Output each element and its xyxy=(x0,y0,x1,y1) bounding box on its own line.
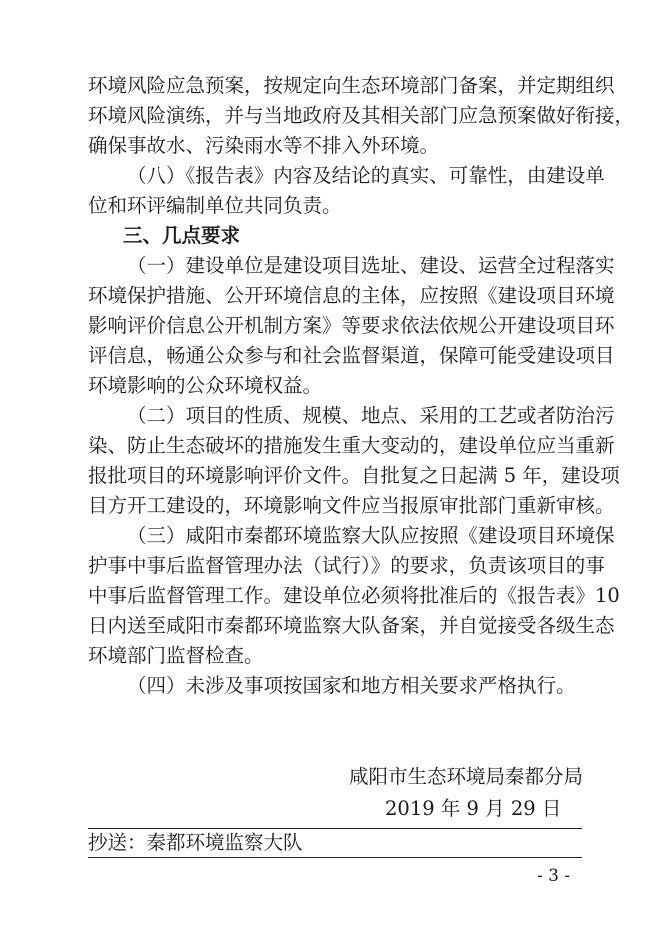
text-line: 确保事故水、污染雨水等不排入外环境。 xyxy=(88,134,440,157)
divider xyxy=(88,857,582,858)
text-line: 环境风险应急预案，按规定向生态环境部门备案，并定期组织 xyxy=(88,74,615,97)
text-line: 影响评价信息公开机制方案》等要求依法依规公开建设项目环 xyxy=(88,314,615,337)
text-line: （一）建设单位是建设项目选址、建设、运营全过程落实 xyxy=(127,254,615,277)
issuer-signature: 咸阳市生态环境局秦都分局 xyxy=(349,765,584,788)
text-line: 评信息，畅通公众参与和社会监督渠道，保障可能受建设项目 xyxy=(88,344,615,367)
text-line: 环境保护措施、公开环境信息的主体，应按照《建设项目环境 xyxy=(88,284,615,307)
text-line: （八）《报告表》内容及结论的真实、可靠性，由建设单 xyxy=(127,164,605,187)
text-line: 环境影响的公众环境权益。 xyxy=(88,374,323,397)
text-line: 目方开工建设的，环境影响文件应当报原审批部门重新审核。 xyxy=(88,494,615,517)
text-line: 环境部门监督检查。 xyxy=(88,644,264,667)
page-number: - 3 - xyxy=(537,866,571,886)
text-line: 日内送至咸阳市秦都环境监察大队备案，并自觉接受各级生态 xyxy=(88,614,615,637)
text-line: 护事中事后监督管理办法（试行）》的要求，负责该项目的事 xyxy=(88,554,605,577)
text-line: 环境风险演练，并与当地政府及其相关部门应急预案做好衔接， xyxy=(88,104,635,127)
text-line: 位和环评编制单位共同负责。 xyxy=(88,194,342,217)
text-line: 报批项目的环境影响评价文件。自批复之日起满 5 年，建设项 xyxy=(88,464,620,487)
text-line: （三）咸阳市秦都环境监察大队应按照《建设项目环境保 xyxy=(127,524,615,547)
document-body xyxy=(88,71,635,701)
text-line: 中事后监督管理工作。建设单位必须将批准后的《报告表》10 xyxy=(88,584,620,607)
text-line: （四）未涉及事项按国家和地方相关要求严格执行。 xyxy=(127,674,576,697)
cc-line: 抄送：秦都环境监察大队 xyxy=(88,831,303,854)
issue-date: 2019 年 9 月 29 日 xyxy=(385,797,562,820)
section-heading: 三、几点要求 xyxy=(123,224,241,247)
text-line: （二）项目的性质、规模、地点、采用的工艺或者防治污 xyxy=(127,404,615,427)
text-line: 染、防止生态破坏的措施发生重大变动的，建设单位应当重新 xyxy=(88,434,615,457)
